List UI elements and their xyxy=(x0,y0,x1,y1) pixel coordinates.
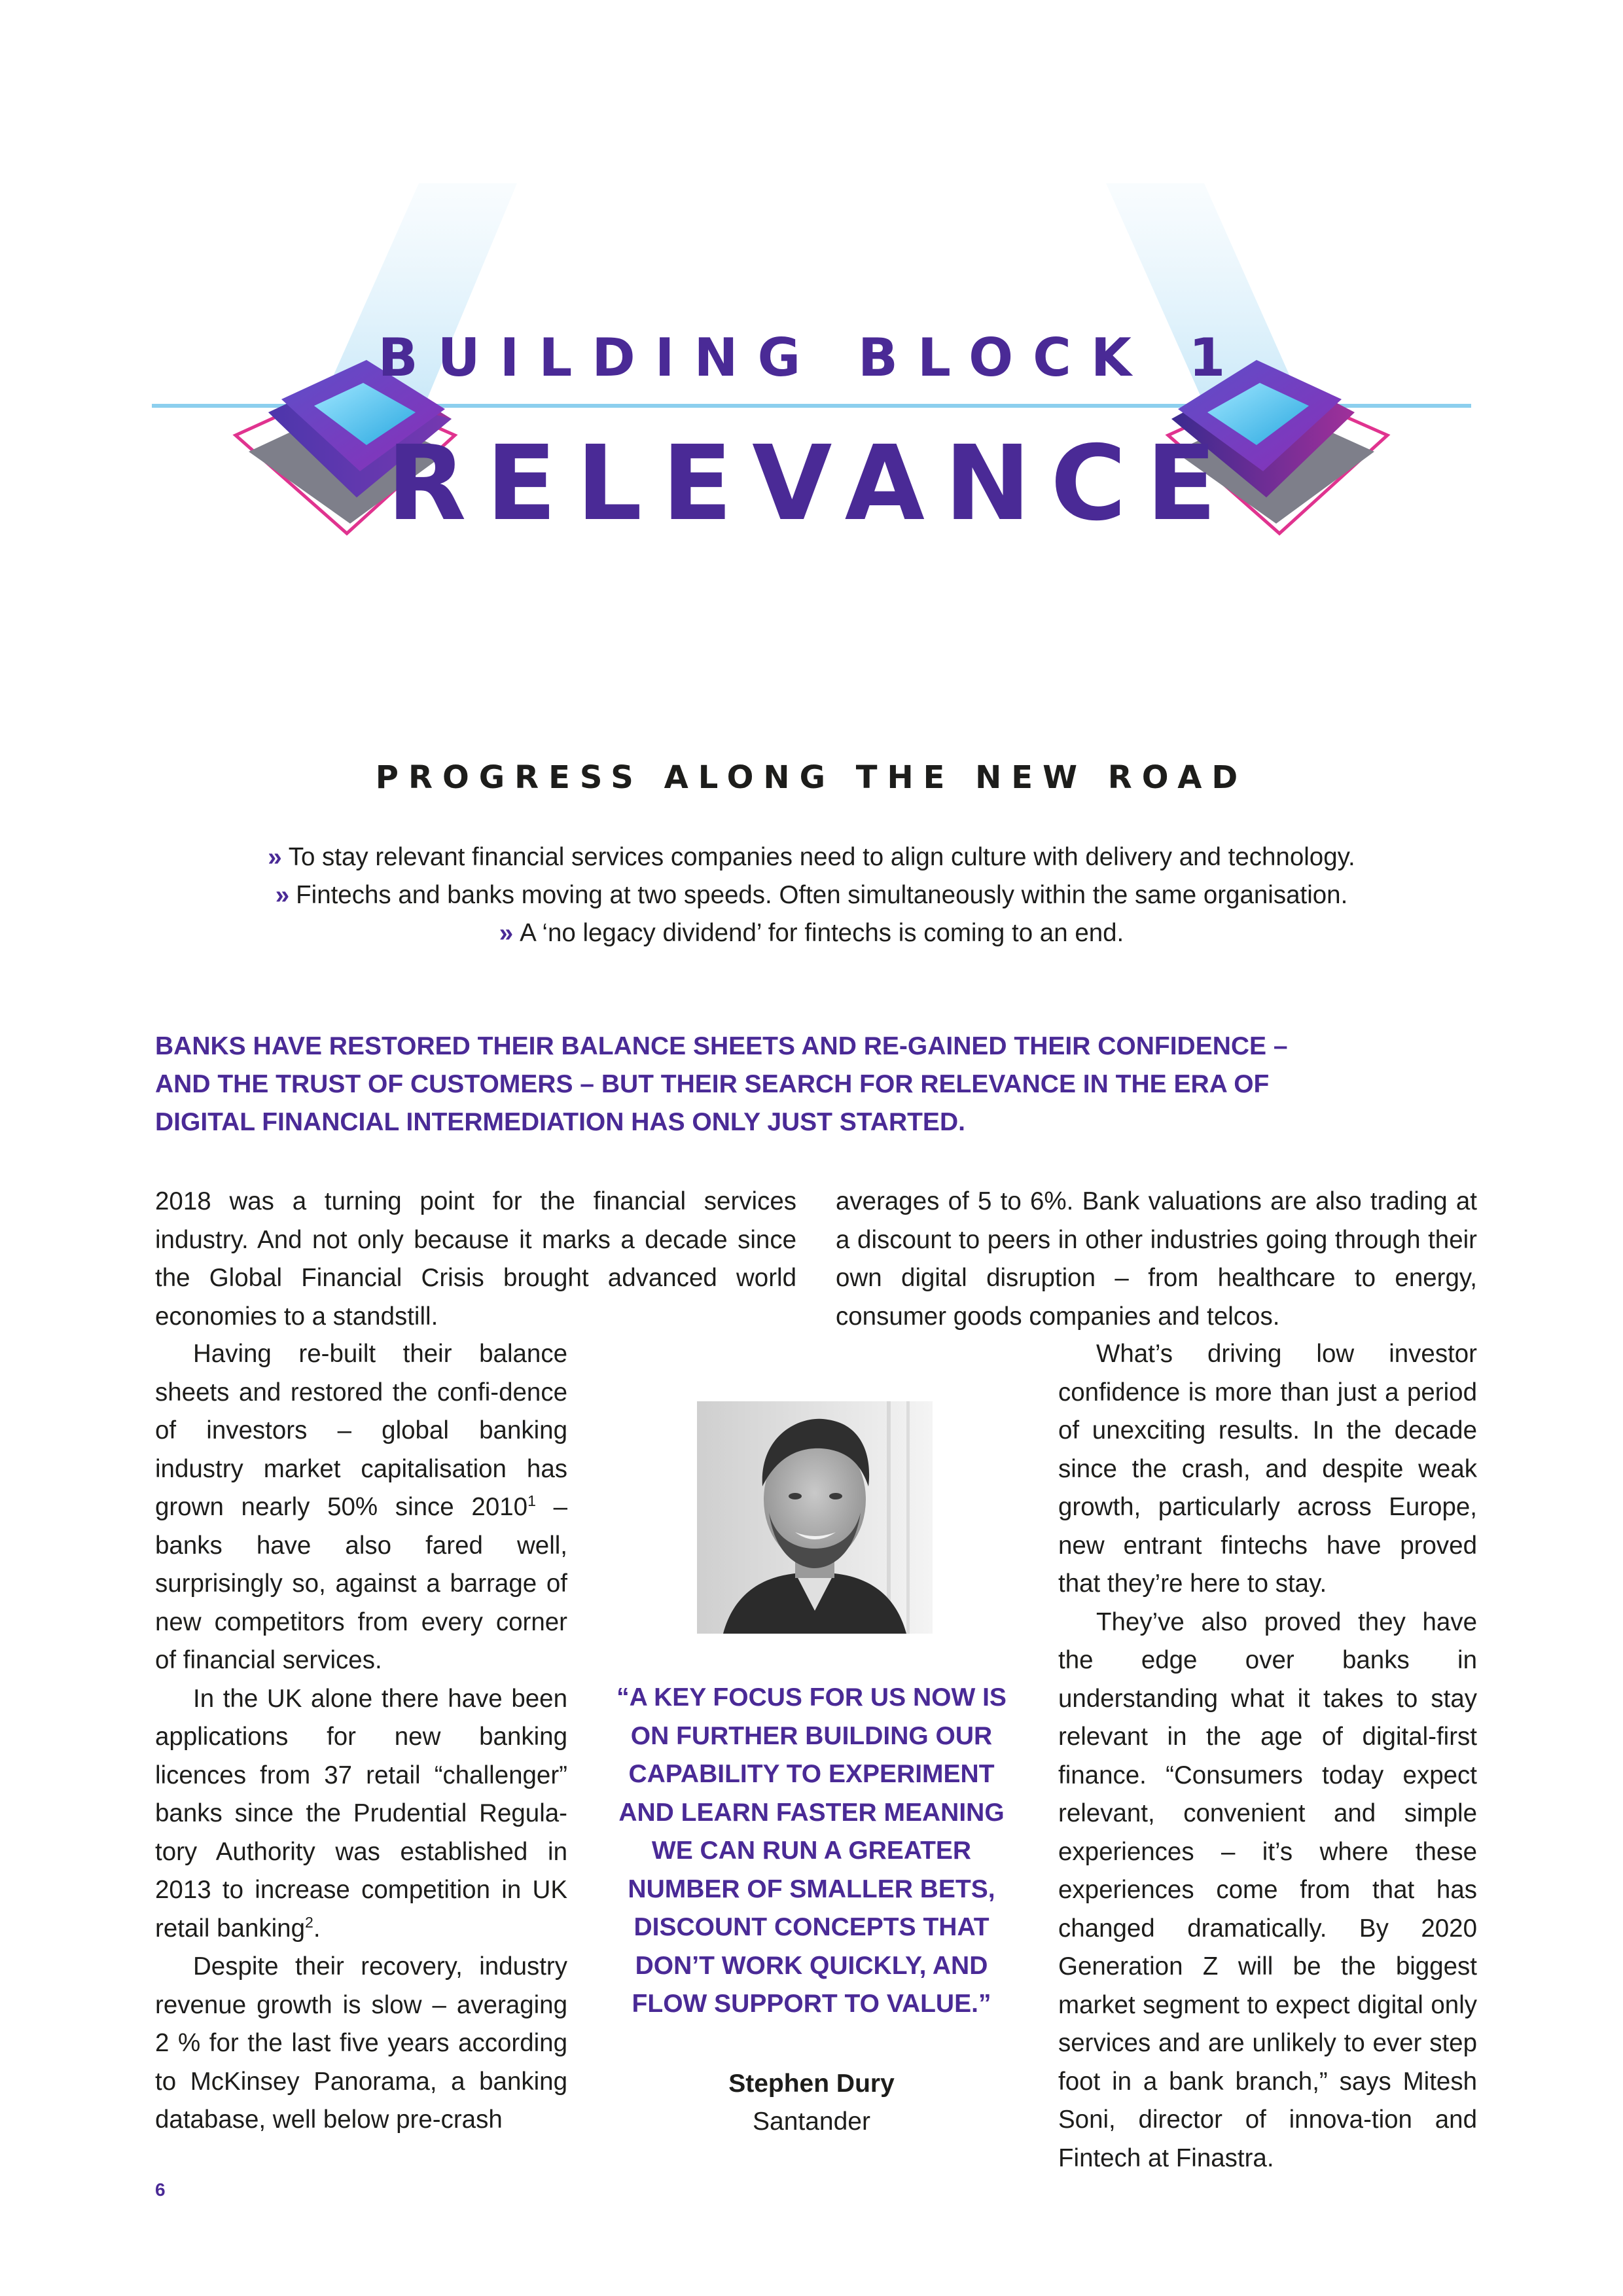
key-points-list xyxy=(0,838,1623,952)
list-item: » A ‘no legacy dividend’ for fintechs is coming to an end. xyxy=(499,919,1124,947)
double-chevron-right-icon: » xyxy=(268,843,282,871)
section-title: PROGRESS ALONG THE NEW ROAD xyxy=(375,759,1248,796)
body-paragraph: Despite their recovery, industry revenue growth is slow – averaging 2 % for the last five years according to McKinsey Panorama, a banking database, well below pre-crash xyxy=(155,1952,567,2134)
right-column xyxy=(1058,1335,1477,2178)
body-paragraph: Having re-built their balance sheets and restored the confi-dence of investors – global banking industry market capitalisation has grown nearly 50% since 2010$^1$ – banks have also fared well, surprisingly so, against a barrage of new competitors from every corner of financial services. xyxy=(155,1340,568,1674)
quote-author-organisation: Santander xyxy=(753,2108,870,2136)
footnote-ref: 1 xyxy=(527,1492,536,1510)
pull-quote: “A KEY FOCUS FOR US NOW IS ON FURTHER BUILDING OUR CAPABILITY TO EXPERIMENT AND LEARN FASTER MEANING WE CAN RUN A GREATER NUMBER OF SMALLER BETS, DISCOUNT CONCEPTS THAT DON’T WORK QUICKLY, AND FLOW SUPPORT TO VALUE.” xyxy=(616,1683,1007,2018)
page-number: 6 xyxy=(155,2179,166,2200)
portrait-photo xyxy=(697,1401,933,1634)
page-title: RELEVANCE xyxy=(386,423,1237,544)
lead-paragraph: BANKS HAVE RESTORED THEIR BALANCE SHEETS AND RE-GAINED THEIR CONFIDENCE – AND THE TRUST OF CUSTOMERS – BUT THEIR SEARCH FOR RELEVANCE IN THE ERA OF DIGITAL FINANCIAL INTERMEDIATION HAS ONLY JUST STARTED. xyxy=(155,1032,1288,1136)
body-paragraph: In the UK alone there have been applications for new banking licences from 37 retail “challenger” banks since the Prudential Regula-tory Authority was established in 2013 to increase competition in UK retail banking$^2$. xyxy=(155,1684,567,1943)
body-paragraph-intro: 2018 was a turning point for the financial services industry. And not only because it marks a decade since the Global Financial Crisis brought advanced world economies to a standstill. xyxy=(155,1187,796,1331)
list-item: » To stay relevant financial services companies need to align culture with delivery and technology. xyxy=(268,843,1355,871)
body-paragraph: They’ve also proved they have the edge over banks in understanding what it takes to stay relevant in the age of digital-first finance. “Consumers today expect relevant, convenient and simple experiences – it’s where these experiences come from that has changed dramatically. By 2020 Generation Z will be the biggest market segment to expect digital only services and are unlikely to ever step foot in a bank branch,” says Mitesh Soni, director of innova-tion and Fintech at Finastra. xyxy=(1058,1607,1477,2172)
body-paragraph-continued: averages of 5 to 6%. Bank valuations are also trading at a discount to peers in other industries going through their own digital disruption – from healthcare to energy, consumer goods companies and telcos. xyxy=(836,1187,1477,1331)
body-paragraph: What’s driving low investor confidence is more than just a period of unexciting results. In the decade since the crash, and despite weak growth, particularly across Europe, new entrant fintechs have proved that they’re here to stay. xyxy=(1058,1340,1477,1598)
double-chevron-right-icon: » xyxy=(275,881,290,909)
kicker-text: BUILDING BLOCK 1 xyxy=(378,327,1245,388)
footnote-ref: 2 xyxy=(305,1913,313,1931)
quote-author-name: Stephen Dury xyxy=(728,2070,895,2098)
double-chevron-right-icon: » xyxy=(499,919,514,947)
left-column xyxy=(155,1335,567,2140)
list-item: » Fintechs and banks moving at two speeds. Often simultaneously within the same organisation. xyxy=(275,881,1348,909)
